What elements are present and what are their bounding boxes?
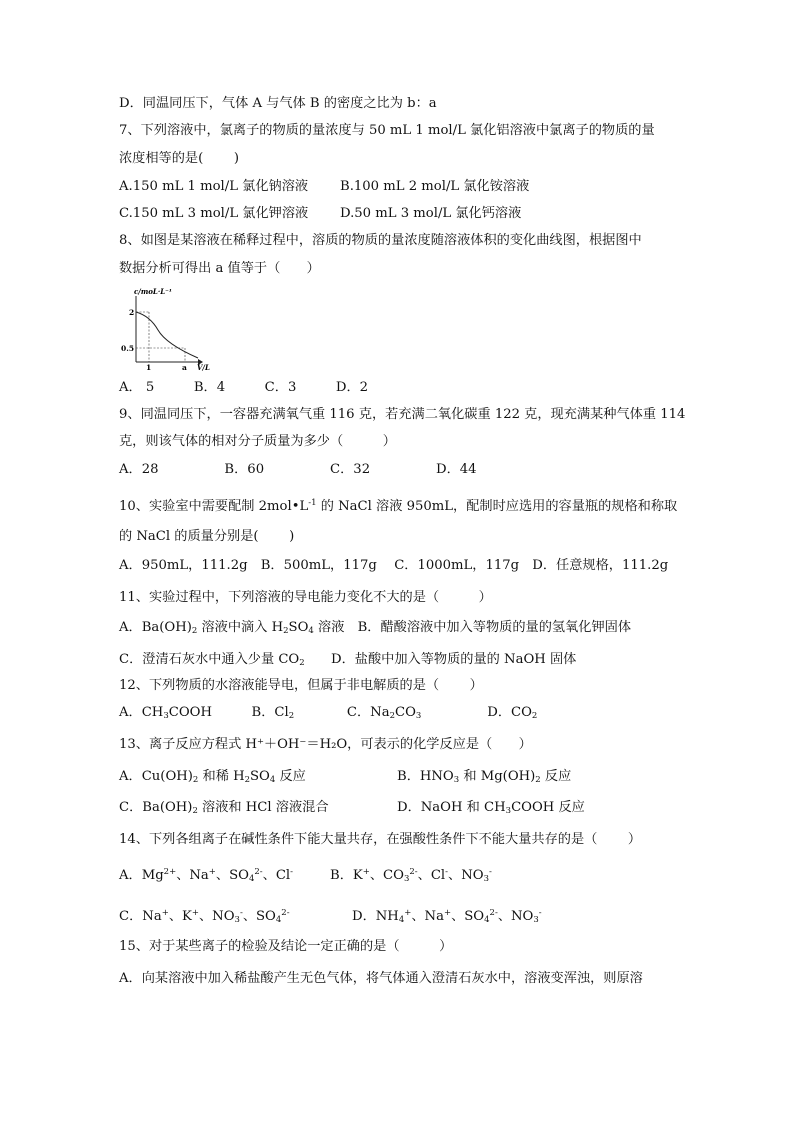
q11-options-ab: A．$Ba(OH)_2$ 溶液中滴入 $H_2SO_4$ 溶液 B．醋酸溶液中加入等物质的量的氢氧化钾固体 [119, 620, 632, 636]
q14-option-c: C．Na+、K+、$NO_3^-$、$SO_4^{2-}$ [119, 908, 290, 925]
q8-stem-2: 数据分析可得出 a 值等于（ ） [119, 261, 320, 276]
q9-options: A．28 B．60 C．32 D．44 [119, 462, 477, 477]
q15-option-a: A．向某溶液中加入稀盐酸产生无色气体，将气体通入澄清石灰水中，溶液变浑浊，则原溶 [119, 971, 643, 986]
q13-option-b: B．$HNO_3$ 和 $Mg(OH)_2$ 反应 [397, 769, 572, 785]
q12-options: A．$CH_3COOH$ B．$Cl_2$ C．$Na_2CO_3$ D．$CO_2$ [119, 705, 538, 721]
q15-stem: 15、对于某些离子的检验及结论一定正确的是（ ） [119, 939, 453, 954]
q7-option-d: D.50 mL 3 mol/L 氯化钙溶液 [340, 206, 522, 221]
q7-stem-1: 7、下列溶液中，氯离子的物质的量浓度与 50 mL 1 mol/L 氯化铝溶液中氯离子的物质的量 [119, 123, 655, 138]
q10-stem-2: 的 NaCl 的质量分别是( ) [119, 529, 295, 544]
q8-stem-1: 8、如图是某溶液在稀释过程中，溶质的物质的量浓度随溶液体积的变化曲线图，根据图中 [119, 233, 642, 248]
graph-y-label: c/moL·L⁻¹ [134, 287, 172, 296]
q10-stem-1: 10、实验室中需要配制 $2mol•L^{-1}$ 的 NaCl 溶液 950mL，配制时应选用的容量瓶的规格和称取 [119, 498, 678, 514]
q14-option-b: B．K+、$CO_3^{2-}$、Cl-、$NO_3^-$ [330, 867, 492, 884]
q13-option-c: C．$Ba(OH)_2$ 溶液和 HCl 溶液混合 [119, 800, 329, 816]
graph-x-label: V/L [197, 363, 210, 372]
graph-curve [136, 312, 198, 358]
q14-option-d: D．$NH_4^+$、Na+、$SO_4^{2-}$、$NO_3^-$ [352, 908, 542, 925]
graph-tick-1: 1 [146, 363, 152, 372]
graph-tick-2: 2 [129, 308, 135, 317]
graph-tick-05: 0.5 [121, 344, 135, 353]
q8-options: A． 5 B．4 C．3 D．2 [119, 380, 369, 395]
q12-stem: 12、下列物质的水溶液能导电，但属于非电解质的是（ ） [119, 678, 483, 693]
q7-option-c: C.150 mL 3 mol/L 氯化钾溶液 [119, 206, 309, 221]
q14-stem: 14、下列各组离子在碱性条件下能大量共存，在强酸性条件下不能大量共存的是（ ） [119, 832, 642, 847]
q10-options: A．950mL，111.2g B．500mL，117g C．1000mL，117g D．任意规格，111.2g [119, 558, 669, 573]
q11-stem: 11、实验过程中，下列溶液的导电能力变化不大的是（ ） [119, 590, 492, 605]
q13-option-a: A．$Cu(OH)_2$ 和稀 $H_2SO_4$ 反应 [119, 769, 306, 785]
q11-options-cd: C．澄清石灰水中通入少量 $CO_2$ D．盐酸中加入等物质的量的 NaOH 固体 [119, 652, 577, 668]
q14-option-a: A．$Mg^{2+}$、Na+、$SO_4^{2-}$、Cl- [119, 867, 294, 884]
q13-stem: 13、离子反应方程式 H⁺＋OH⁻＝H₂O，可表示的化学反应是（ ） [119, 737, 532, 752]
dilution-curve-graph [116, 282, 216, 372]
q7-option-a: A.150 mL 1 mol/L 氯化钠溶液 [119, 179, 309, 194]
q9-stem-1: 9、同温同压下，一容器充满氧气重 116 克，若充满二氧化碳重 122 克，现充满某种气体重 114 [119, 407, 686, 422]
q13-option-d: D．NaOH 和 $CH_3COOH$ 反应 [397, 800, 585, 816]
q6-option-d: D．同温同压下，气体 A 与气体 B 的密度之比为 b：a [119, 96, 437, 111]
q7-option-b: B.100 mL 2 mol/L 氯化铵溶液 [340, 179, 530, 194]
q7-stem-2: 浓度相等的是( ) [119, 151, 239, 166]
q9-stem-2: 克，则该气体的相对分子质量为多少（ ） [119, 434, 396, 449]
graph-tick-a: a [182, 363, 187, 372]
